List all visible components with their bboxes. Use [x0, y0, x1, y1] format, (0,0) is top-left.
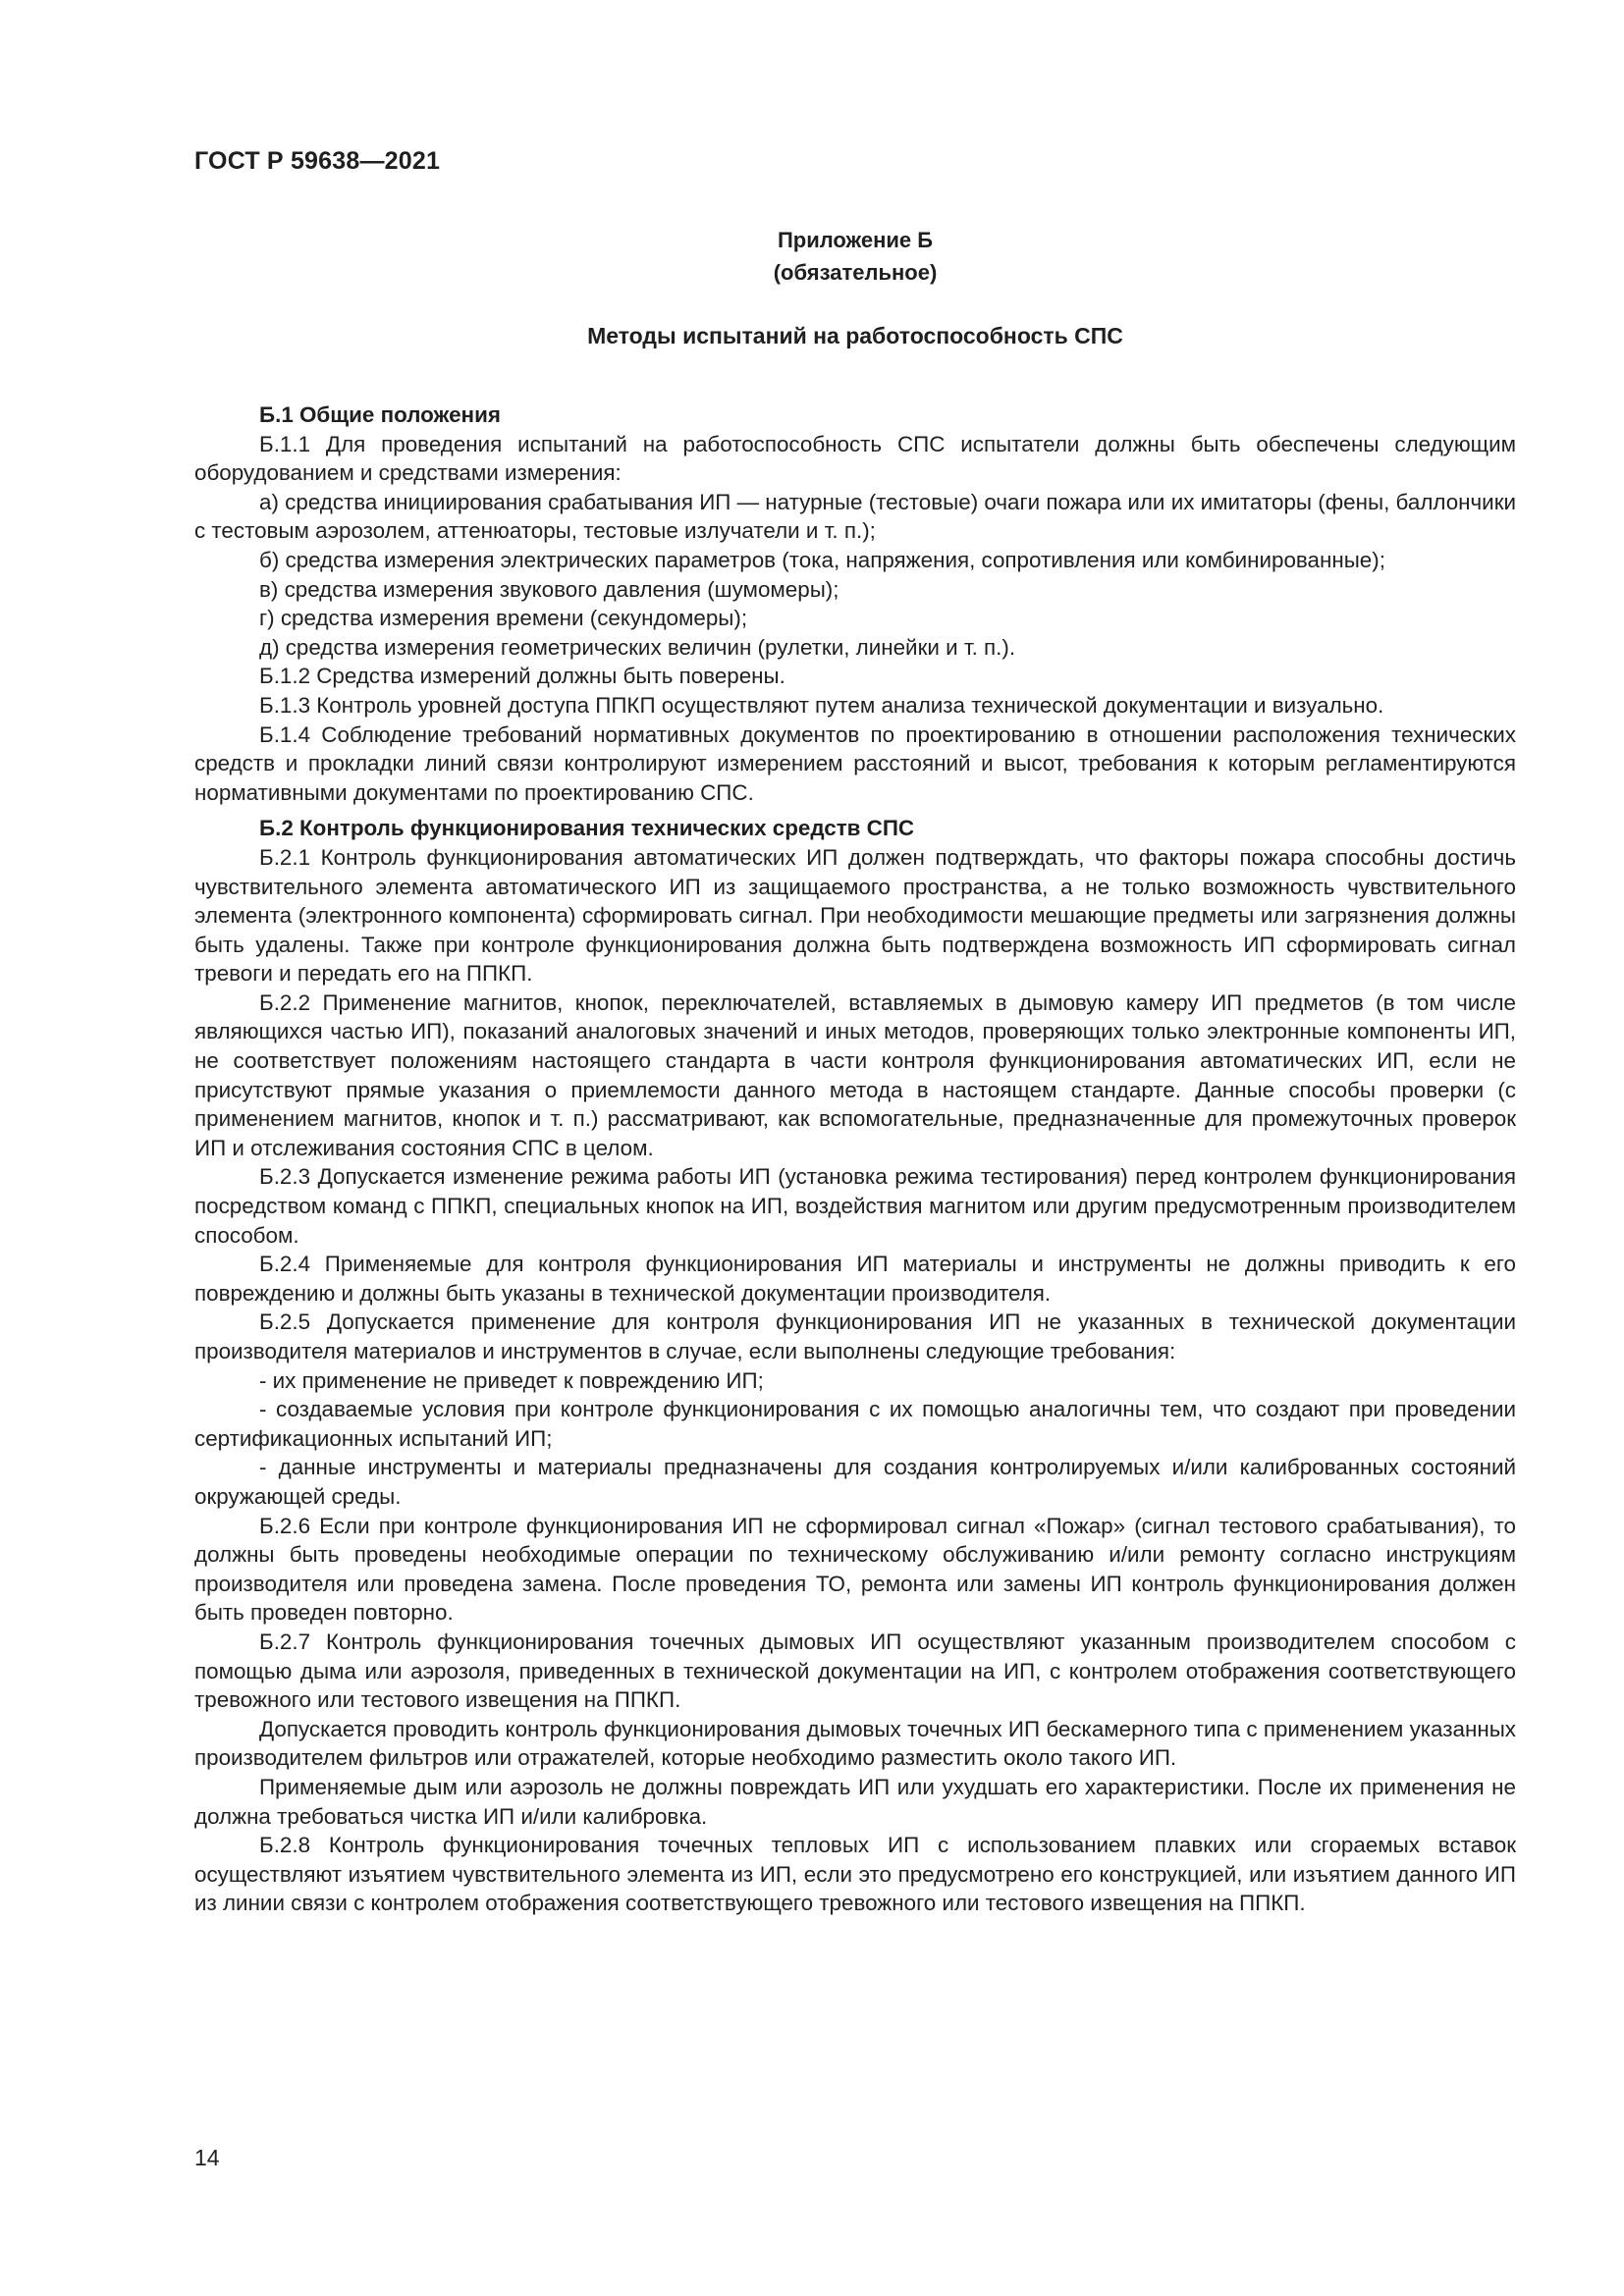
list-item-b: б) средства измерения электрических параметров (тока, напряжения, сопротивления или комбинированные);: [259, 547, 1385, 572]
dash-item-3: - данные инструменты и материалы предназначены для создания контролируемых и/или калиброванных состояний окружающей среды.: [194, 1455, 1516, 1509]
paragraph-b1-1: Б.1.1 Для проведения испытаний на работоспособность СПС испытатели должны быть обеспечены следующим оборудованием и средствами измерения:: [194, 431, 1516, 486]
list-item-v: в) средства измерения звукового давления (шумомеры);: [259, 576, 839, 602]
document-body: [194, 400, 1516, 1918]
paragraph-b1-4: Б.1.4 Соблюдение требований нормативных документов по проектированию в отношении расположения технических средств и прокладки линий связи контролируют измерением расстояний и высот, требования к которым регламентируются нормативными документами по проектированию СПС.: [194, 721, 1516, 805]
paragraph-b2-8: Б.2.8 Контроль функционирования точечных тепловых ИП с использованием плавких или сгораемых вставок осуществляют изъятием чувствительного элемента из ИП, если это предусмотрено его конструкцией, или изъятием данного ИП из линии связи с контролем отображения соответствующего тревожного или тестового извещения на ППКП.: [194, 1833, 1516, 1916]
list-item-d: д) средства измерения геометрических величин (рулетки, линейки и т. п.).: [259, 634, 1016, 660]
page-number: 14: [194, 2145, 220, 2170]
document-header: ГОСТ Р 59638—2021: [194, 147, 441, 175]
paragraph-b2-3: Б.2.3 Допускается изменение режима работы ИП (установка режима тестирования) перед контролем функционирования посредством команд с ППКП, специальных кнопок на ИП, воздействия магнитом или другим предусмотренным производителем способом.: [194, 1164, 1516, 1248]
paragraph-b2-6: Б.2.6 Если при контроле функционирования ИП не сформировал сигнал «Пожар» (сигнал тестового срабатывания), то должны быть проведены необходимые операции по техническому обслуживанию и/или ремонту согласно инструкциям производителя или проведена замена. После проведения ТО, ремонта или замены ИП контроль функционирования должен быть проведен повторно.: [194, 1513, 1516, 1626]
section-heading-b2: Б.2 Контроль функционирования технических средств СПС: [259, 816, 915, 841]
paragraph-b2-7-note-1: Допускается проводить контроль функционирования дымовых точечных ИП бескамерного типа с применением указанных производителем фильтров или отражателей, которые необходимо разместить около такого ИП.: [194, 1716, 1516, 1771]
list-item-g: г) средства измерения времени (секундомеры);: [259, 606, 748, 631]
section-heading-b1: Б.1 Общие положения: [259, 402, 501, 427]
appendix-subtitle: (обязательное): [773, 260, 938, 285]
paragraph-b1-3: Б.1.3 Контроль уровней доступа ППКП осуществляют путем анализа технической документации и визуально.: [259, 692, 1384, 718]
paragraph-b2-4: Б.2.4 Применяемые для контроля функционирования ИП материалы и инструменты не должны приводить к его повреждению и должны быть указаны в технической документации производителя.: [194, 1252, 1516, 1306]
list-item-a: а) средства инициирования срабатывания ИП — натурные (тестовые) очаги пожара или их имитаторы (фены, баллончики с тестовым аэрозолем, аттенюаторы, тестовые излучатели и т. п.);: [194, 489, 1516, 544]
paragraph-b1-2: Б.1.2 Средства измерений должны быть поверены.: [259, 664, 785, 689]
document-title: Методы испытаний на работоспособность СПС: [587, 323, 1123, 348]
paragraph-b2-1: Б.2.1 Контроль функционирования автоматических ИП должен подтверждать, что факторы пожара способны достичь чувствительного элемента автоматического ИП из защищаемого пространства, а не только возможность чувствительного элемента (электронного компонента) сформировать сигнал. При необходимости мешающие предметы или загрязнения должны быть удалены. Также при контроле функционирования должна быть подтверждена возможность ИП сформировать сигнал тревоги и передать его на ППКП.: [194, 844, 1516, 987]
paragraph-b2-7-note-2: Применяемые дым или аэрозоль не должны повреждать ИП или ухудшать его характеристики. После их применения не должна требоваться чистка ИП и/или калибровка.: [194, 1774, 1516, 1829]
paragraph-b2-7: Б.2.7 Контроль функционирования точечных дымовых ИП осуществляют указанным производителем способом с помощью дыма или аэрозоля, приведенных в технической документации на ИП, с контролем отображения соответствующего тревожного или тестового извещения на ППКП.: [194, 1629, 1516, 1713]
dash-item-2: - создаваемые условия при контроле функционирования с их помощью аналогичны тем, что создают при проведении сертификационных испытаний ИП;: [194, 1397, 1516, 1451]
dash-item-1: - их применение не приведет к повреждению ИП;: [259, 1367, 764, 1393]
paragraph-b2-5: Б.2.5 Допускается применение для контроля функционирования ИП не указанных в технической документации производителя материалов и инструментов в случае, если выполнены следующие требования:: [194, 1309, 1516, 1363]
appendix-title: Приложение Б: [777, 228, 934, 252]
paragraph-b2-2: Б.2.2 Применение магнитов, кнопок, переключателей, вставляемых в дымовую камеру ИП предметов (в том числе являющихся частью ИП), показаний аналоговых значений и иных методов, проверяющих только электронные компоненты ИП, не соответствует положениям настоящего стандарта в части контроля функционирования автоматических ИП, если не присутствуют прямые указания о приемлемости данного метода в настоящем стандарте. Данные способы проверки (с применением магнитов, кнопок и т. п.) рассматривают, как вспомогательные, предназначенные для промежуточных проверок ИП и отслеживания состояния СПС в целом.: [194, 989, 1516, 1160]
